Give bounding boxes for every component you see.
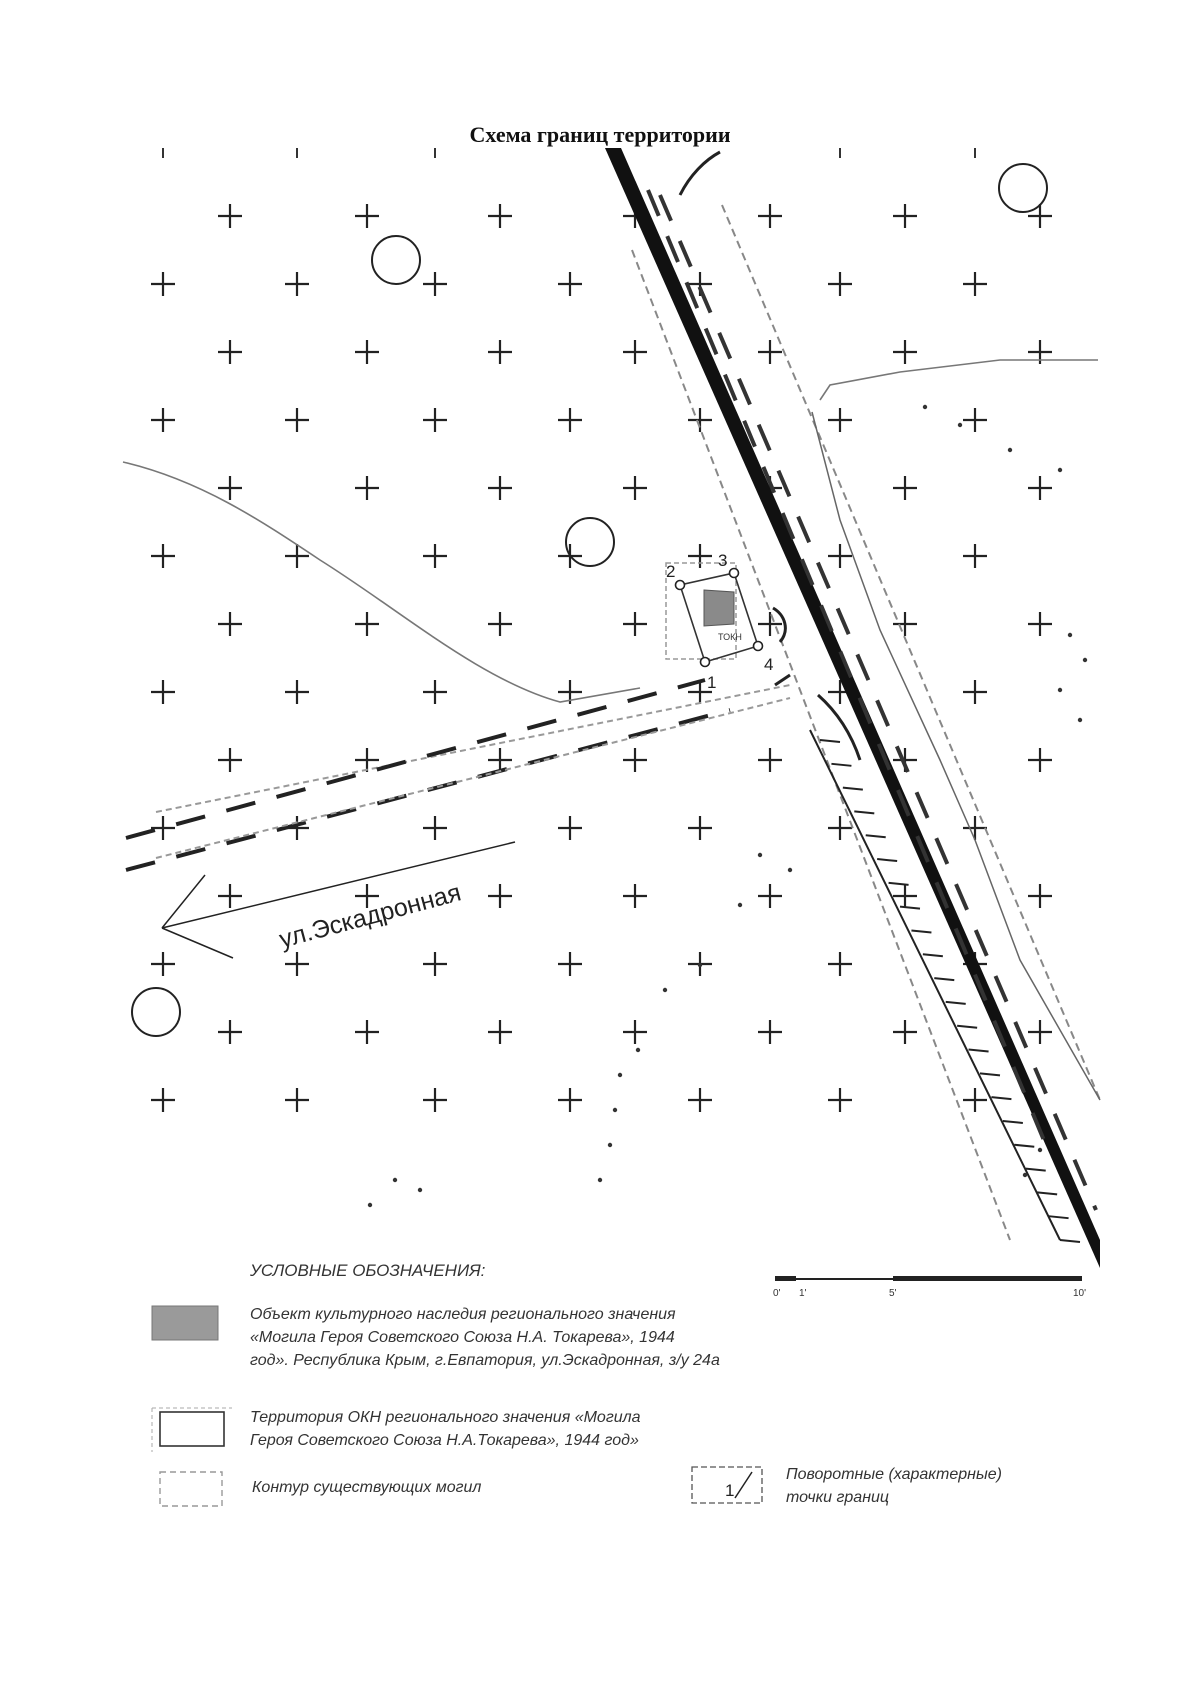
scatter-dot [1038,1148,1042,1152]
point-label-3: 3 [718,551,728,570]
scatter-dot [758,853,762,857]
point-marker-3 [730,569,739,578]
scatter-dot [636,1048,640,1052]
legend-title: УСЛОВНЫЕ ОБОЗНАЧЕНИЯ: [250,1261,486,1280]
scatter-dot [738,903,742,907]
legend-object-line: год». Республика Крым, г.Евпатория, ул.Эскадронная, з/у 24а [250,1352,720,1369]
hatch-line [1060,1240,1080,1242]
top-ticks [163,148,975,158]
scatter-dot [698,963,702,967]
legend-points-text [786,1463,1002,1509]
main-road-dashes-right [660,195,1096,1210]
scale-bar-segment [775,1276,796,1281]
legend-graves-text [252,1476,481,1499]
hatch-line [866,835,886,837]
hatch-line [831,764,851,766]
scatter-dot [1058,468,1062,472]
scatter-dot [618,1073,622,1077]
street-label: ул.Эскадронная [276,878,464,954]
legend-swatch-points-label: 1 [725,1481,735,1500]
scatter-dot [788,868,792,872]
scale-tick-label: 1' [799,1288,807,1299]
legend-points-line: Поворотные (характерные) [786,1466,1002,1483]
okn-plot [666,551,773,692]
point-marker-1 [701,658,710,667]
map-title: Схема границ территории [469,122,731,147]
street-eskadronnaya [126,680,790,958]
scatter-dot [958,423,962,427]
hatch-line [843,788,863,790]
legend-swatch-territory [160,1412,224,1446]
tree-circle [566,518,614,566]
scatter-dot [613,1108,617,1112]
scatter-dots [368,405,1087,1207]
point-label-1: 1 [707,673,717,692]
hatch-line [854,811,874,813]
tree-circle [132,988,180,1036]
legend-points-line: точки границ [786,1489,890,1506]
scatter-dot [1068,633,1072,637]
hatch-line [957,1026,977,1028]
scatter-dot [923,405,927,409]
hatch-line [1003,1121,1023,1123]
hatch-line [991,1097,1011,1099]
scatter-dot [1023,1173,1027,1177]
street-edge-top [156,685,790,812]
legend-swatch-object [152,1306,218,1340]
hatch-line [1049,1216,1069,1218]
legend-object-line: Объект культурного наследия регионального значения [250,1306,676,1323]
tree-circles [132,164,1047,1036]
legend-object-text [250,1303,720,1372]
street-edge-bottom [156,698,790,858]
point-label-4: 4 [764,655,774,674]
point-marker-4 [754,642,763,651]
grid-crosses [151,204,1052,1112]
tree-circle [999,164,1047,212]
hatch-line [969,1050,989,1052]
scale-bar-segment [893,1276,1082,1281]
embankment-edge [810,730,1060,1240]
point-label-2: 2 [666,562,676,581]
legend-object-line: «Могила Героя Советского Союза Н.А. Токарева», 1944 [250,1329,675,1346]
tree-circle [372,236,420,284]
hatch-line [1026,1169,1046,1171]
road-accent [680,152,720,195]
okn-object [704,590,734,626]
point-marker-2 [676,581,685,590]
scatter-dot [598,1178,602,1182]
scatter-dot [1008,448,1012,452]
okn-label: ТОКН [718,632,742,642]
hatch-line [923,954,943,956]
hatch-line [900,907,920,909]
legend-territory-line: Территория ОКН регионального значения «Могила [250,1409,641,1426]
hatch-line [980,1073,1000,1075]
scale-tick-label: 5' [889,1288,897,1299]
embankment-hatching [820,740,1080,1242]
footpath-line-east [820,360,1098,400]
hatch-line [877,859,897,861]
scatter-dot [418,1188,422,1192]
road-accent [775,675,790,685]
footpath-line [123,462,640,702]
scatter-dot [608,1143,612,1147]
scatter-dot [1058,688,1062,692]
hatch-line [820,740,840,742]
legend-territory-line: Героя Советского Союза Н.А.Токарева», 1944 год» [250,1432,639,1449]
scatter-dot [368,1203,372,1207]
legend-territory-text [250,1406,641,1452]
scale-tick-label: 10' [1073,1288,1087,1299]
scatter-dot [1078,718,1082,722]
legend-swatch-graves [160,1472,222,1506]
hatch-line [911,930,931,932]
legend-swatch-points-tick [735,1472,752,1498]
hatch-line [946,1002,966,1004]
legend-graves-line: Контур существующих могил [252,1479,482,1496]
scatter-dot [663,988,667,992]
main-road-edge-right [722,205,1100,1100]
hatch-line [889,883,909,885]
scale-bar [773,1276,1086,1299]
hatch-line [1014,1145,1034,1147]
hatch-line [934,978,954,980]
scatter-dot [393,1178,397,1182]
scatter-dot [1083,658,1087,662]
scale-tick-label: 0' [773,1288,781,1299]
hatch-line [1037,1192,1057,1194]
